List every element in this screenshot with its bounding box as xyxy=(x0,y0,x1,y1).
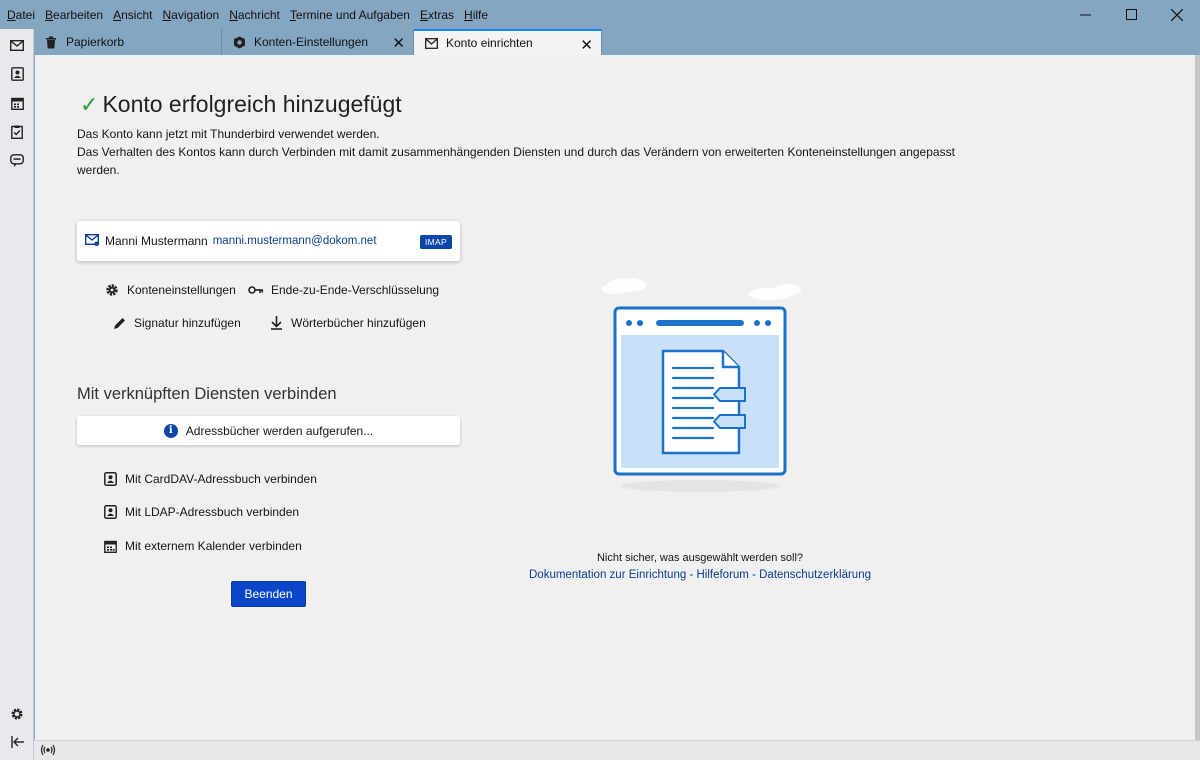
account-card xyxy=(77,221,460,261)
space-chat-button[interactable] xyxy=(7,151,27,171)
close-window-button[interactable] xyxy=(1154,0,1200,29)
documentation-link[interactable]: Dokumentation zur Einrichtung xyxy=(529,569,687,581)
key-icon xyxy=(248,282,264,298)
account-email: manni.mustermann@dokom.net xyxy=(212,235,377,247)
cloud-left xyxy=(601,278,647,294)
tab-account-setup[interactable] xyxy=(414,29,602,55)
account-setup-page xyxy=(35,55,1195,740)
loading-text: Adressbücher werden aufgerufen... xyxy=(185,423,374,438)
account-name: Manni Mustermann xyxy=(105,234,208,248)
pencil-icon xyxy=(111,315,127,331)
space-addressbook-button[interactable] xyxy=(7,64,27,84)
tag-shape xyxy=(714,415,745,428)
addressbook-loading-notice xyxy=(77,416,460,445)
settings-button[interactable] xyxy=(7,704,27,724)
gear-icon xyxy=(104,282,120,298)
description-line: werden. xyxy=(77,163,120,177)
menu-bar xyxy=(2,0,493,29)
e2e-encryption-link[interactable] xyxy=(248,282,439,298)
menu-navigation[interactable]: Navigation xyxy=(162,7,220,22)
description-line: Das Verhalten des Kontos kann durch Verbinden mit damit zusammenhängenden Diensten und durch das Verändern von erweiterten Konteneinstellungen angepasst xyxy=(77,145,955,159)
link-separator: - xyxy=(686,569,697,581)
protocol-badge: IMAP xyxy=(420,235,452,249)
close-icon xyxy=(1171,9,1183,21)
mail-icon xyxy=(10,40,24,51)
space-calendar-button[interactable] xyxy=(7,93,27,113)
tab-label: Konten-Einstellungen xyxy=(254,35,369,49)
online-status-icon[interactable] xyxy=(40,744,56,759)
title-bar xyxy=(0,0,1200,29)
address-book-icon xyxy=(102,471,118,487)
connect-carddav-label: Mit CardDAV-Adressbuch verbinden xyxy=(125,472,317,486)
collapse-spaces-button[interactable] xyxy=(7,732,27,752)
maximize-icon xyxy=(1126,9,1137,20)
minimize-button[interactable] xyxy=(1062,0,1108,29)
space-mail-button[interactable] xyxy=(7,35,27,55)
gear-icon xyxy=(10,707,24,721)
tab-label: Konto einrichten xyxy=(446,36,533,50)
tasks-icon xyxy=(11,125,23,139)
help-links xyxy=(520,569,880,581)
tab-account-settings[interactable] xyxy=(222,29,414,55)
maximize-button[interactable] xyxy=(1108,0,1154,29)
info-icon: i xyxy=(164,424,178,438)
tab-bar xyxy=(34,29,1200,55)
address-book-icon xyxy=(11,67,24,81)
address-book-icon xyxy=(102,504,118,520)
account-settings-label: Konteneinstellungen xyxy=(127,283,236,297)
calendar-icon xyxy=(11,97,24,110)
spaces-toolbar xyxy=(0,29,34,760)
scrollbar[interactable] xyxy=(1195,55,1200,740)
connect-calendar-label: Mit externem Kalender verbinden xyxy=(125,539,302,553)
trash-icon xyxy=(44,35,58,49)
menu-edit[interactable]: Bearbeiten xyxy=(45,7,104,22)
connect-carddav-link[interactable] xyxy=(102,471,317,487)
tab-label: Papierkorb xyxy=(66,35,125,49)
description-line: Das Konto kann jetzt mit Thunderbird verwendet werden. xyxy=(77,127,380,141)
tab-trash[interactable] xyxy=(34,29,222,55)
link-separator: - xyxy=(748,569,760,581)
connect-calendar-link[interactable] xyxy=(102,538,302,554)
chat-icon xyxy=(10,154,24,168)
help-question: Nicht sicher, was ausgewählt werden soll? xyxy=(596,552,804,564)
account-settings-icon xyxy=(232,35,246,49)
connect-ldap-link[interactable] xyxy=(102,504,299,520)
menu-file[interactable]: Datei xyxy=(7,7,36,22)
account-mail-icon xyxy=(85,234,99,249)
collapse-arrow-icon xyxy=(11,736,24,748)
minimize-icon xyxy=(1080,9,1091,20)
space-tasks-button[interactable] xyxy=(7,122,27,142)
page-title xyxy=(80,91,402,118)
add-dictionaries-label: Wörterbücher hinzufügen xyxy=(291,316,426,330)
checkmark-icon: ✓ xyxy=(80,91,99,117)
download-icon xyxy=(268,315,284,331)
connect-ldap-label: Mit LDAP-Adressbuch verbinden xyxy=(125,505,300,519)
calendar-icon xyxy=(102,538,118,554)
mail-icon xyxy=(424,36,438,50)
account-settings-link[interactable] xyxy=(104,282,236,298)
page-title-text: Konto erfolgreich hinzugefügt xyxy=(102,91,402,117)
menu-tools[interactable]: Extras xyxy=(419,7,455,22)
window-controls xyxy=(1062,0,1200,29)
finish-button[interactable]: Beenden xyxy=(231,581,306,607)
e2e-encryption-label: Ende-zu-Ende-Verschlüsselung xyxy=(271,283,440,297)
add-signature-label: Signatur hinzufügen xyxy=(134,316,241,330)
menu-help[interactable]: Hilfe xyxy=(464,7,489,22)
privacy-link[interactable]: Datenschutzerklärung xyxy=(759,569,871,581)
add-dictionaries-link[interactable] xyxy=(268,315,426,331)
forum-link[interactable]: Hilfeforum xyxy=(696,569,749,581)
setup-illustration xyxy=(565,261,835,501)
linked-services-heading: Mit verknüpften Diensten verbinden xyxy=(77,385,337,403)
status-bar xyxy=(34,740,1200,760)
add-signature-link[interactable] xyxy=(111,315,241,331)
tag-shape xyxy=(714,388,745,401)
cloud-right xyxy=(748,284,801,300)
close-icon[interactable]: ✕ xyxy=(580,37,593,54)
menu-view[interactable]: Ansicht xyxy=(113,7,153,22)
close-icon[interactable]: ✕ xyxy=(392,35,405,52)
menu-message[interactable]: Nachricht xyxy=(229,7,280,22)
illustration-shadow xyxy=(620,480,780,492)
menu-events-tasks[interactable]: Termine und Aufgaben xyxy=(289,7,410,22)
